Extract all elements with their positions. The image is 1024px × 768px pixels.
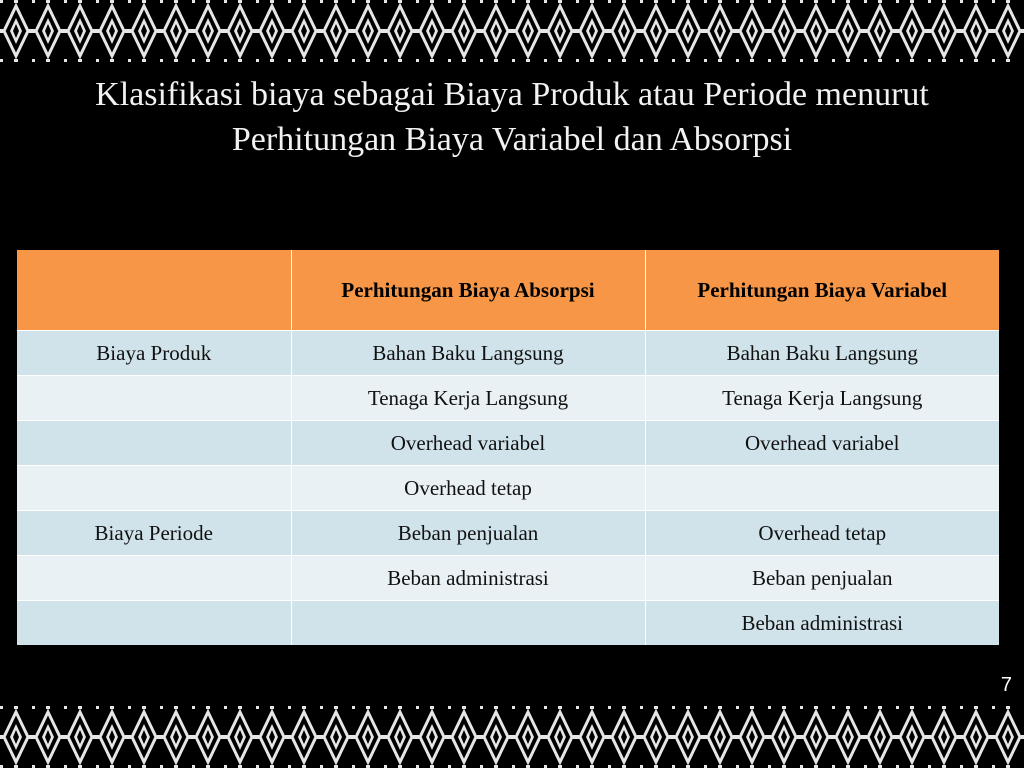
slide-number: 7 xyxy=(1000,674,1012,696)
header-cell-empty xyxy=(17,250,291,331)
table-row xyxy=(17,466,999,511)
row-category-cell xyxy=(17,601,291,646)
row-category-cell: Biaya Periode xyxy=(17,511,291,556)
row-category-cell xyxy=(17,376,291,421)
variable-cell: Tenaga Kerja Langsung xyxy=(645,376,999,421)
table-row xyxy=(17,601,999,646)
variable-cell xyxy=(645,466,999,511)
variable-cell: Overhead variabel xyxy=(645,421,999,466)
header-cell-absorption: Perhitungan Biaya Absorpsi xyxy=(291,250,645,331)
table-row xyxy=(17,421,999,466)
table-row xyxy=(17,376,999,421)
table-row xyxy=(17,511,999,556)
cost-classification-table xyxy=(17,250,999,645)
absorption-cell: Overhead tetap xyxy=(291,466,645,511)
row-category-cell xyxy=(17,556,291,601)
absorption-cell: Tenaga Kerja Langsung xyxy=(291,376,645,421)
table-row xyxy=(17,556,999,601)
absorption-cell: Bahan Baku Langsung xyxy=(291,331,645,376)
absorption-cell: Overhead variabel xyxy=(291,421,645,466)
table-header-row xyxy=(17,250,999,331)
variable-cell: Bahan Baku Langsung xyxy=(645,331,999,376)
top-ornamental-border xyxy=(0,0,1024,62)
row-category-cell xyxy=(17,421,291,466)
slide-title xyxy=(20,72,1004,162)
slide-title-line-2: Perhitungan Biaya Variabel dan Absorpsi xyxy=(231,121,793,158)
absorption-cell xyxy=(291,601,645,646)
row-category-cell xyxy=(17,466,291,511)
variable-cell: Overhead tetap xyxy=(645,511,999,556)
absorption-cell: Beban administrasi xyxy=(291,556,645,601)
table-row xyxy=(17,331,999,376)
slide-title-line-1: Klasifikasi biaya sebagai Biaya Produk atau Periode menurut xyxy=(95,76,929,113)
variable-cell: Beban penjualan xyxy=(645,556,999,601)
header-cell-variable: Perhitungan Biaya Variabel xyxy=(645,250,999,331)
variable-cell: Beban administrasi xyxy=(645,601,999,646)
absorption-cell: Beban penjualan xyxy=(291,511,645,556)
bottom-ornamental-border xyxy=(0,706,1024,768)
row-category-cell: Biaya Produk xyxy=(17,331,291,376)
